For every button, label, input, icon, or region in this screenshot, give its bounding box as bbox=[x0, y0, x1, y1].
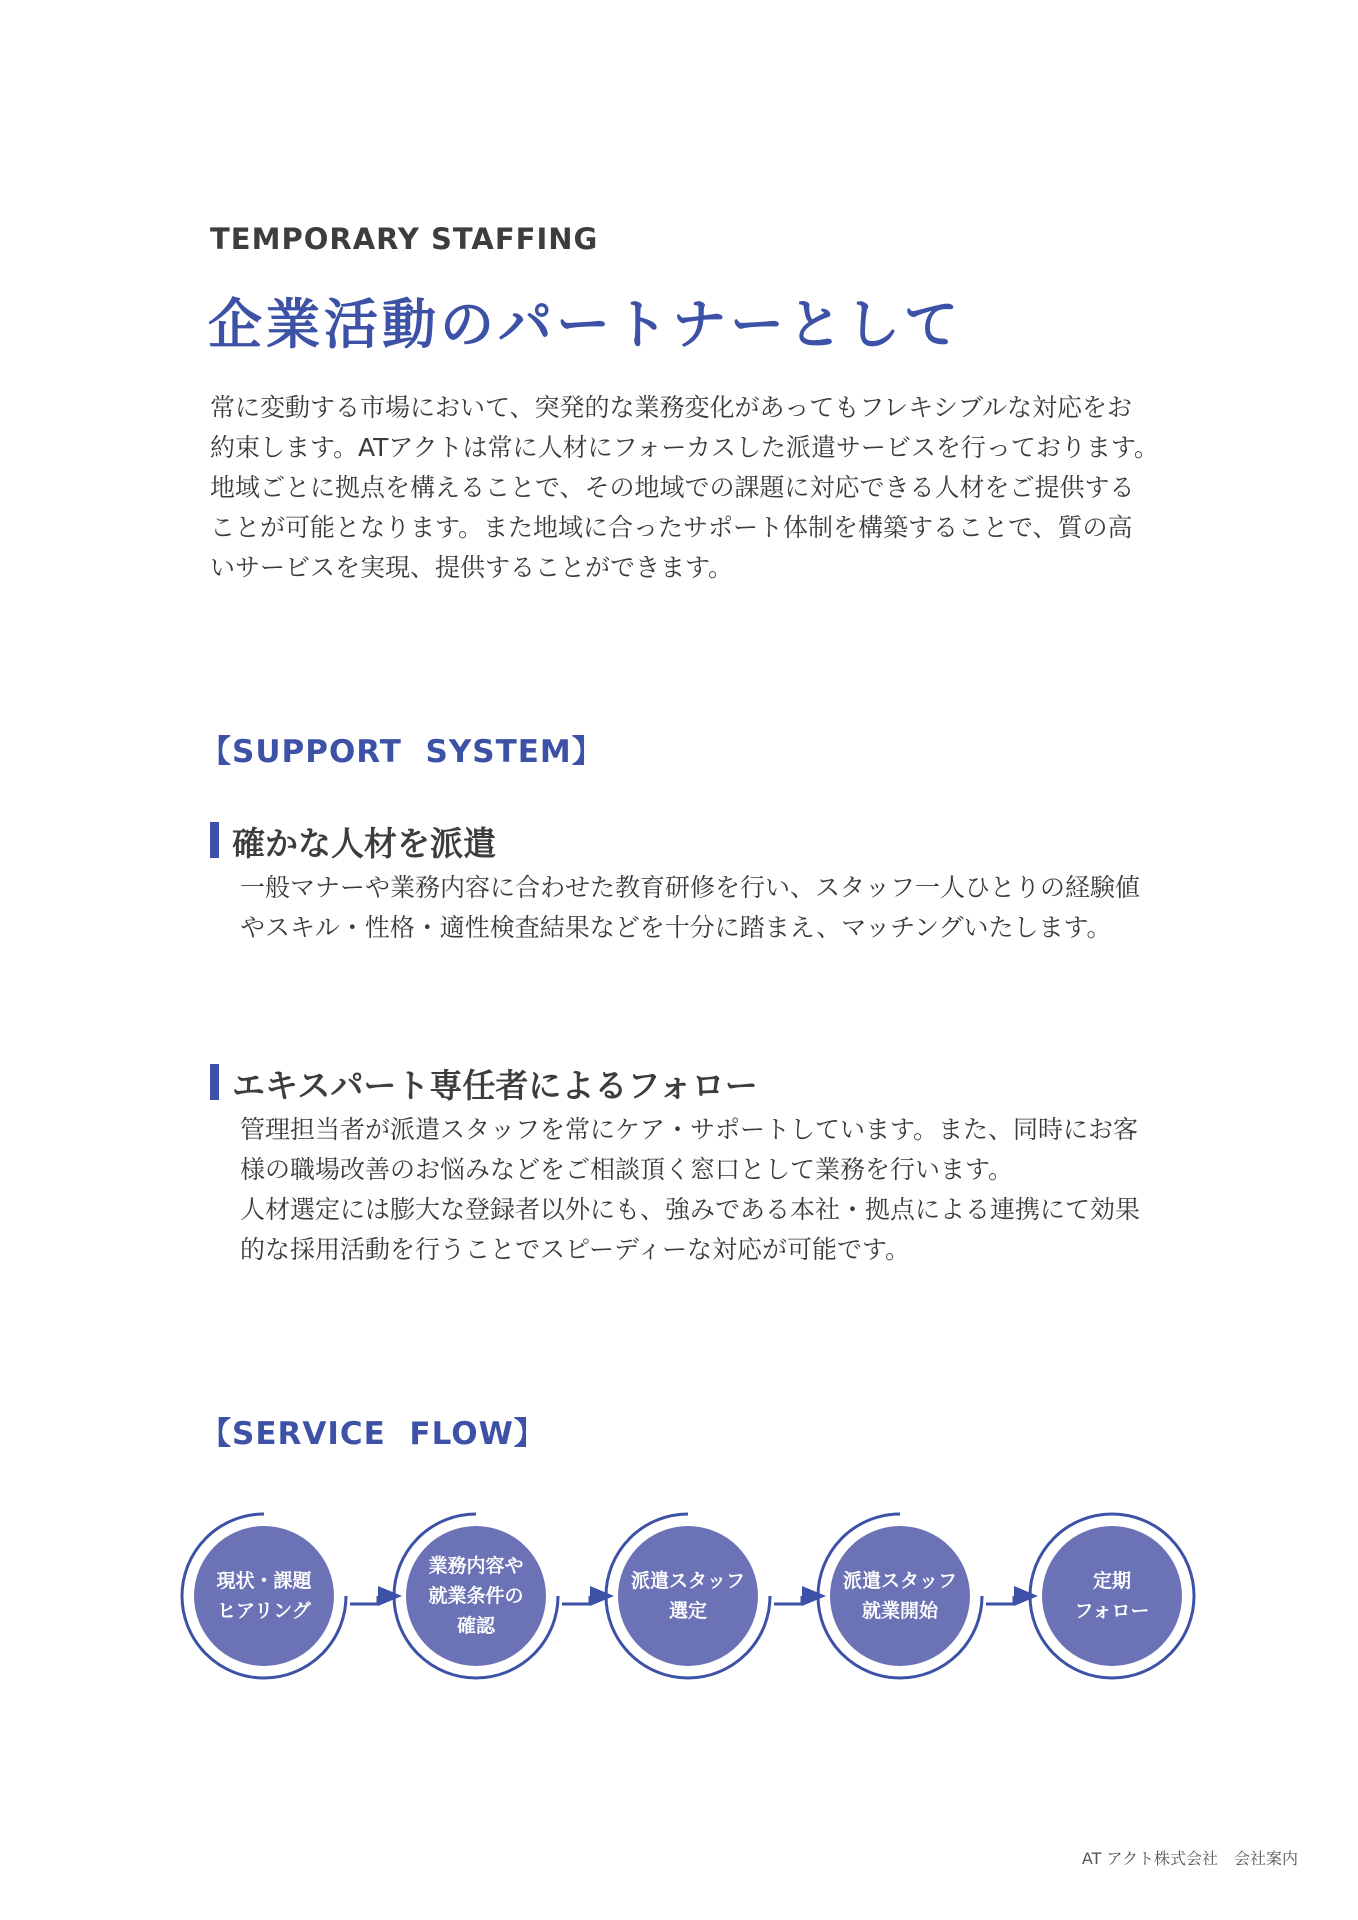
page-title: 企業活動のパートナーとして bbox=[208, 293, 962, 356]
open-bracket: 【 bbox=[200, 734, 232, 770]
intro-line: ことが可能となります。また地域に合ったサポート体制を構築することで、質の高 bbox=[210, 513, 1133, 542]
flow-step bbox=[1028, 1512, 1196, 1680]
intro-line: いサービスを実現、提供することができます。 bbox=[210, 553, 734, 582]
intro-line: 約束します。ATアクトは常に人材にフォーカスした派遣サービスを行っております。 bbox=[210, 433, 1159, 462]
body-line: 的な採用活動を行うことでスピーディーな対応が可能です。 bbox=[240, 1235, 911, 1264]
support-item-heading: エキスパート専任者によるフォロー bbox=[210, 1060, 758, 1107]
flow-step-label: 現状・課題 ヒアリング bbox=[216, 1570, 312, 1622]
body-line: 人材選定には膨大な登録者以外にも、強みである本社・拠点による連携にて効果 bbox=[240, 1195, 1141, 1224]
support-item-body bbox=[240, 868, 1200, 948]
support-item-body bbox=[240, 1110, 1200, 1270]
flow-step-label: 派遣スタッフ 選定 bbox=[630, 1570, 745, 1622]
flow-step-label: 定期 フォロー bbox=[1074, 1570, 1150, 1622]
open-bracket: 【 bbox=[200, 1416, 232, 1452]
intro-paragraph bbox=[210, 388, 1200, 588]
body-line: 管理担当者が派遣スタッフを常にケア・サポートしています。また、同時にお客 bbox=[240, 1115, 1139, 1144]
intro-line: 常に変動する市場において、突発的な業務変化があってもフレキシブルな対応をお bbox=[210, 393, 1133, 422]
close-bracket: 】 bbox=[571, 734, 604, 770]
flow-step bbox=[816, 1512, 984, 1680]
service-flow-diagram bbox=[180, 1512, 1210, 1692]
service-flow-label: SERVICE FLOW bbox=[232, 1416, 514, 1452]
support-item-heading: 確かな人材を派遣 bbox=[210, 818, 496, 865]
support-system-heading bbox=[200, 726, 604, 771]
flow-step bbox=[604, 1512, 772, 1680]
flow-step bbox=[392, 1512, 560, 1680]
flow-step bbox=[180, 1512, 348, 1680]
close-bracket: 】 bbox=[513, 1416, 546, 1452]
eyebrow-label: TEMPORARY STAFFING bbox=[210, 222, 599, 256]
flow-step-label: 業務内容や 就業条件の 確認 bbox=[428, 1555, 524, 1637]
body-line: やスキル・性格・適性検査結果などを十分に踏まえ、マッチングいたします。 bbox=[240, 913, 1112, 942]
body-line: 様の職場改善のお悩みなどをご相談頂く窓口として業務を行います。 bbox=[240, 1155, 1014, 1184]
body-line: 一般マナーや業務内容に合わせた教育研修を行い、スタッフ一人ひとりの経験値 bbox=[240, 873, 1141, 902]
footer-caption: AT アクト株式会社 会社案内 bbox=[1081, 1849, 1298, 1868]
intro-line: 地域ごとに拠点を構えることで、その地域での課題に対応できる人材をご提供する bbox=[210, 473, 1135, 502]
flow-step-label: 派遣スタッフ 就業開始 bbox=[842, 1570, 957, 1622]
support-system-label: SUPPORT SYSTEM bbox=[232, 734, 572, 770]
service-flow-heading bbox=[200, 1408, 546, 1453]
